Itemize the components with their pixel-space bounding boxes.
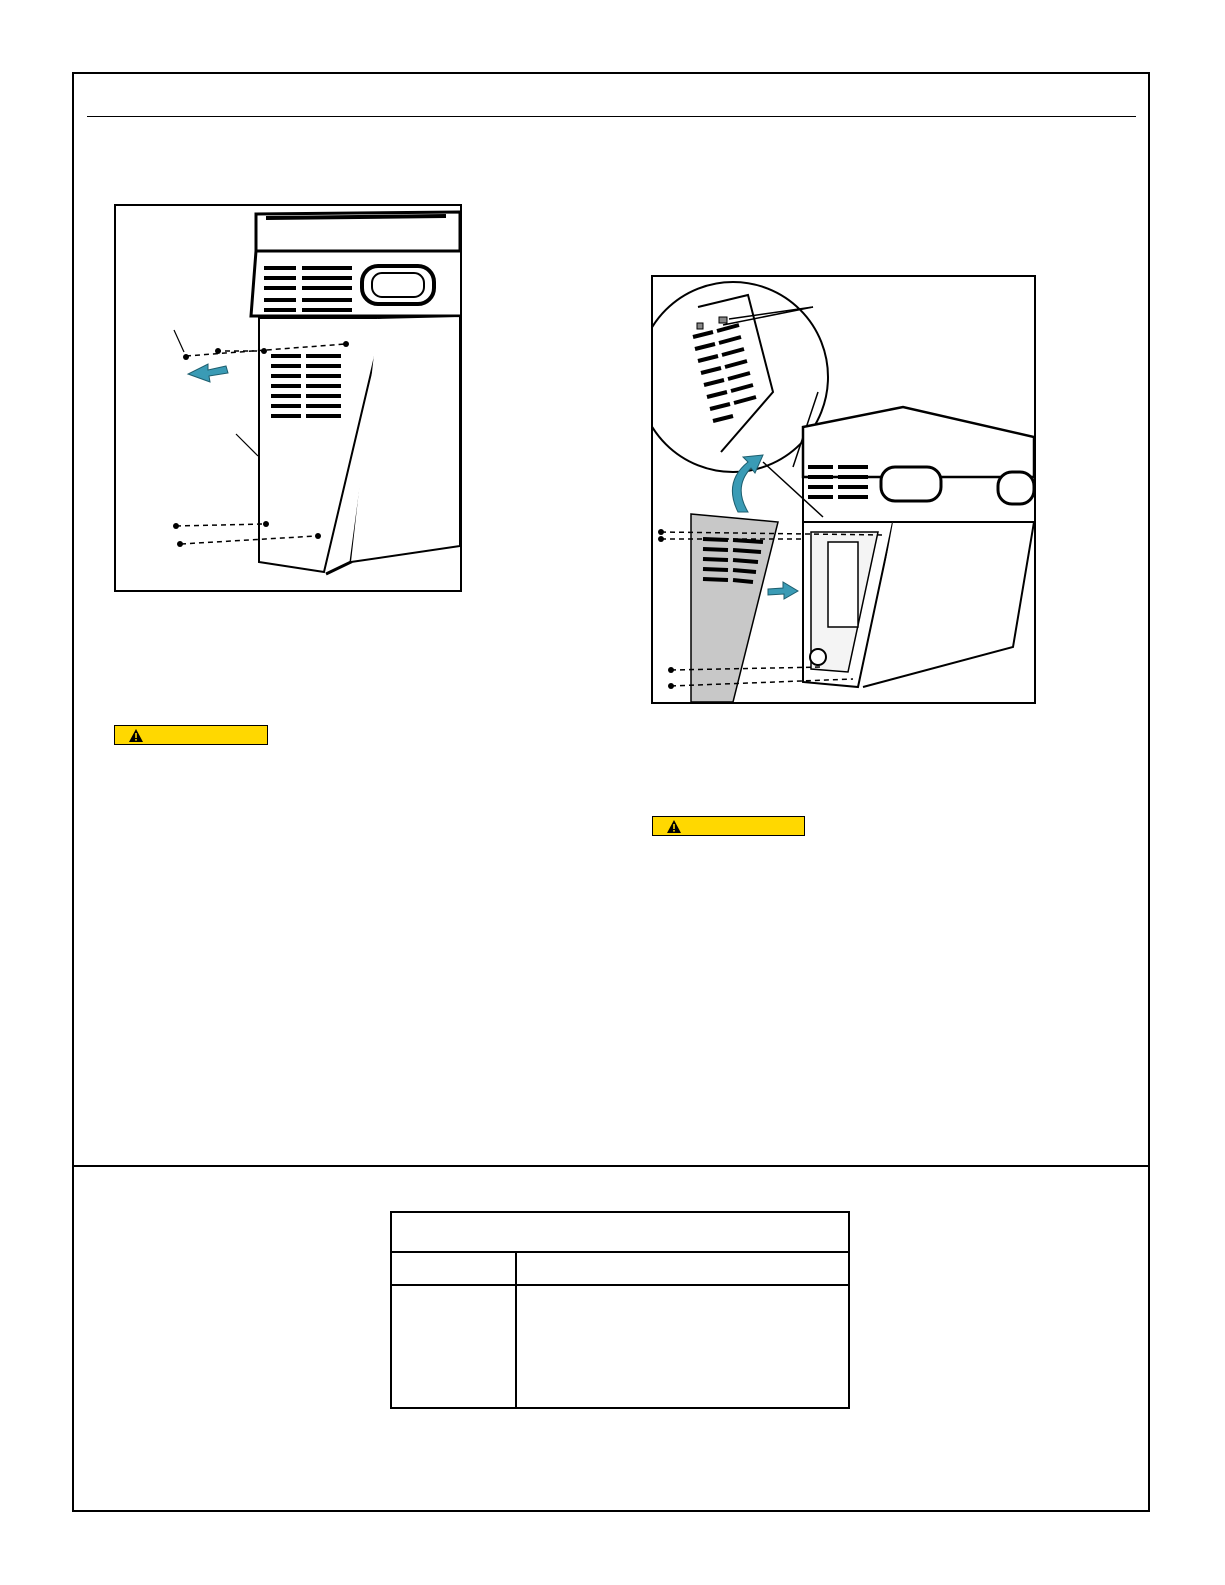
cooler-drawing-2 [653,277,1034,702]
caution-label-1 [114,725,268,745]
cooler-drawing-1 [116,206,460,590]
warning-triangle-icon [667,820,681,833]
figure-panel-installation [651,275,1036,704]
warning-triangle-icon [129,729,143,742]
figure-panel-removal [114,204,462,592]
section-divider [72,1165,1150,1167]
parts-table [390,1211,850,1409]
header-rule [87,116,1136,117]
caution-label-2 [652,816,805,836]
